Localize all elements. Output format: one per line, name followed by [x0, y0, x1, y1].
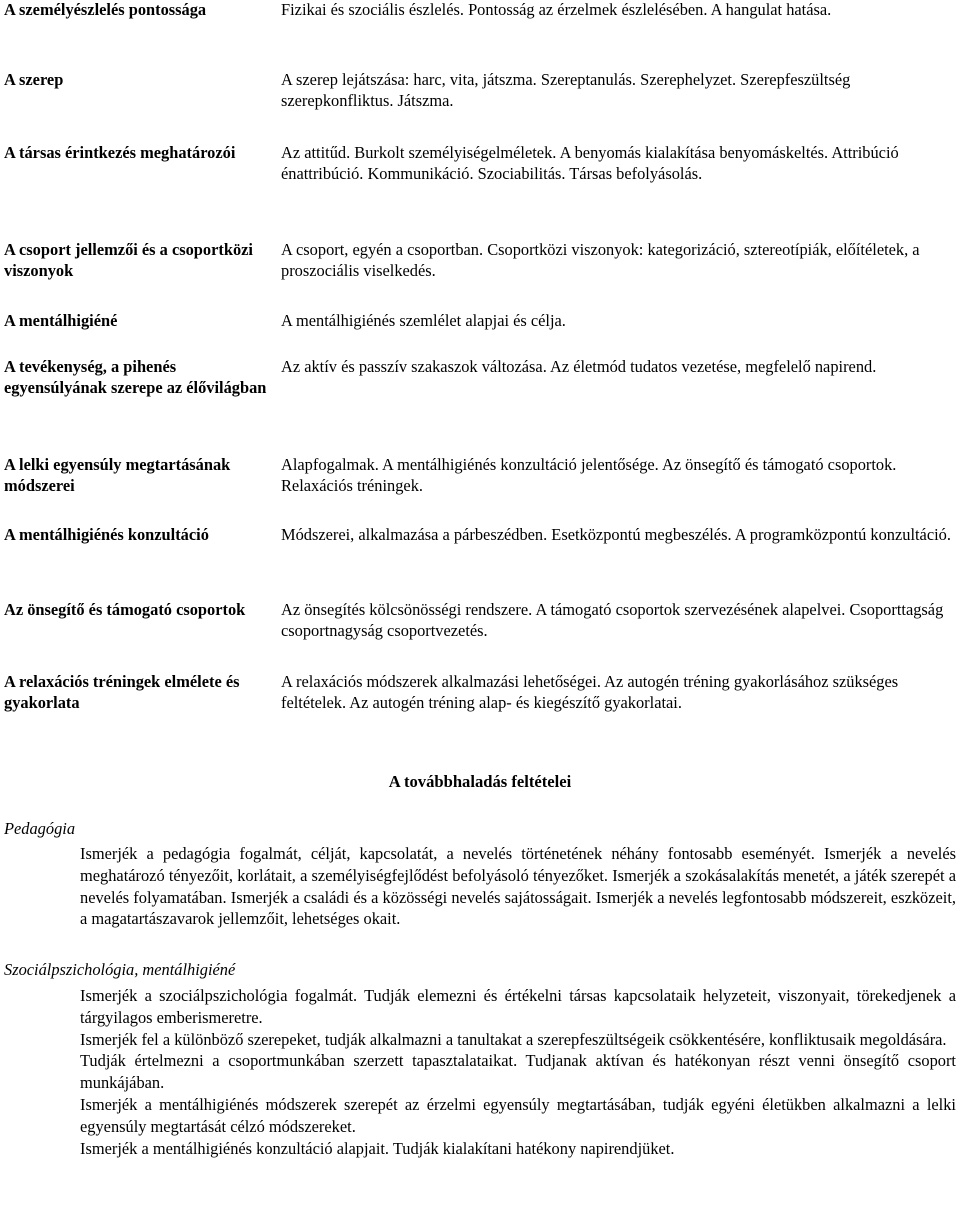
subject-title: Pedagógia	[4, 819, 76, 838]
requirement-paragraph: Ismerjék a mentálhigiénés módszerek szerepét az érzelmi egyensúly megtartásában, tudják egyéni életükben alkalmazni a lelki egyensúly megtartását célzó módszereket.	[80, 1094, 956, 1136]
topic-description: A csoport, egyén a csoportban. Csoportközi viszonyok: kategorizáció, sztereotípiák, előítéletek, a proszociális viselkedés.	[281, 240, 920, 280]
requirement-paragraph: Ismerjék fel a különböző szerepeket, tudják alkalmazni a tanultakat a szerepfeszültségeik csökkentésére, konfliktusaik megoldására.	[80, 1029, 947, 1049]
topic-description: Módszerei, alkalmazása a párbeszédben. Esetközpontú megbeszélés. A programközpontú konzultáció.	[281, 525, 951, 544]
topic-description: Az aktív és passzív szakaszok változása. Az életmód tudatos vezetése, megfelelő napirend.	[281, 357, 877, 376]
topic-description: Alapfogalmak. A mentálhigiénés konzultáció jelentősége. Az önsegítő és támogató csoportok. Relaxációs tréningek.	[281, 455, 897, 495]
topic-title: A személyészlelés pontossága	[4, 0, 207, 19]
requirement-paragraph: Ismerjék a szociálpszichológia fogalmát. Tudják elemezni és értékelni társas kapcsolataik helyzeteit, viszonyait, törekedjenek a tárgyilagos emberismeretre.	[80, 986, 956, 1027]
topic-title: A mentálhigiéné	[4, 311, 118, 330]
topic-title: A mentálhigiénés konzultáció	[4, 525, 209, 544]
requirement-paragraph: Tudják értelmezni a csoportmunkában szerzett tapasztalataikat. Tudjanak aktívan és hatékonyan részt venni önsegítő csoport munkájában.	[80, 1051, 956, 1093]
topic-title: Az önsegítő és támogató csoportok	[4, 600, 246, 619]
requirement-paragraph: Ismerjék a mentálhigiénés konzultáció alapjait. Tudják kialakítani hatékony napirendjüket.	[80, 1138, 675, 1158]
requirements-block	[80, 985, 956, 1159]
subject-title: Szociálpszichológia, mentálhigiéné	[4, 960, 236, 979]
topic-description: Fizikai és szociális észlelés. Pontosság az érzelmek észlelésében. A hangulat hatása.	[281, 0, 832, 19]
topic-description: A szerep lejátszása: harc, vita, játszma. Szereptanulás. Szerephelyzet. Szerepfeszültség szerepkonfliktus. Játszma.	[281, 70, 851, 110]
section-heading: A továbbhaladás feltételei	[388, 772, 572, 791]
topic-description: A mentálhigiénés szemlélet alapjai és célja.	[281, 311, 566, 330]
topic-description: Az attitűd. Burkolt személyiségelméletek. A benyomás kialakítása benyomáskeltés. Attribúció énattribúció. Kommunikáció. Szociabilitás. Társas befolyásolás.	[281, 143, 899, 183]
topic-description: Az önsegítés kölcsönösségi rendszere. A támogató csoportok szervezésének alapelvei. Csoporttagság csoportnagyság csoportvezetés.	[281, 600, 944, 640]
topic-description: A relaxációs módszerek alkalmazási lehetőségei. Az autogén tréning gyakorlásához szükséges feltételek. Az autogén tréning alap- és kiegészítő gyakorlatai.	[281, 672, 899, 712]
topic-title: A lelki egyensúly megtartásának módszerei	[4, 455, 231, 495]
requirement-paragraph: Ismerjék a pedagógia fogalmát, célját, kapcsolatát, a nevelés történetének néhány fontosabb eseményét. Ismerjék a nevelés meghatározó tényezőit, korlátait, a személyiségfejlődést befolyásoló tényezőket. Ismerjék a szokásalakítás menetét, a játék szerepét a nevelés folyamatában. Ismerjék a családi és a közösségi nevelés sajátosságait. Ismerjék a nevelés legfontosabb módszereit, eszközeit, a magatartászavarok jellemzőit, lehetséges okait.	[80, 844, 956, 929]
topic-title: A tevékenység, a pihenés egyensúlyának szerepe az élővilágban	[4, 357, 267, 397]
requirements-block	[80, 843, 956, 930]
topic-title: A csoport jellemzői és a csoportközi viszonyok	[4, 240, 253, 280]
topic-title: A relaxációs tréningek elmélete és gyakorlata	[4, 672, 240, 712]
topic-title: A társas érintkezés meghatározói	[4, 143, 236, 162]
topic-title: A szerep	[4, 70, 64, 89]
